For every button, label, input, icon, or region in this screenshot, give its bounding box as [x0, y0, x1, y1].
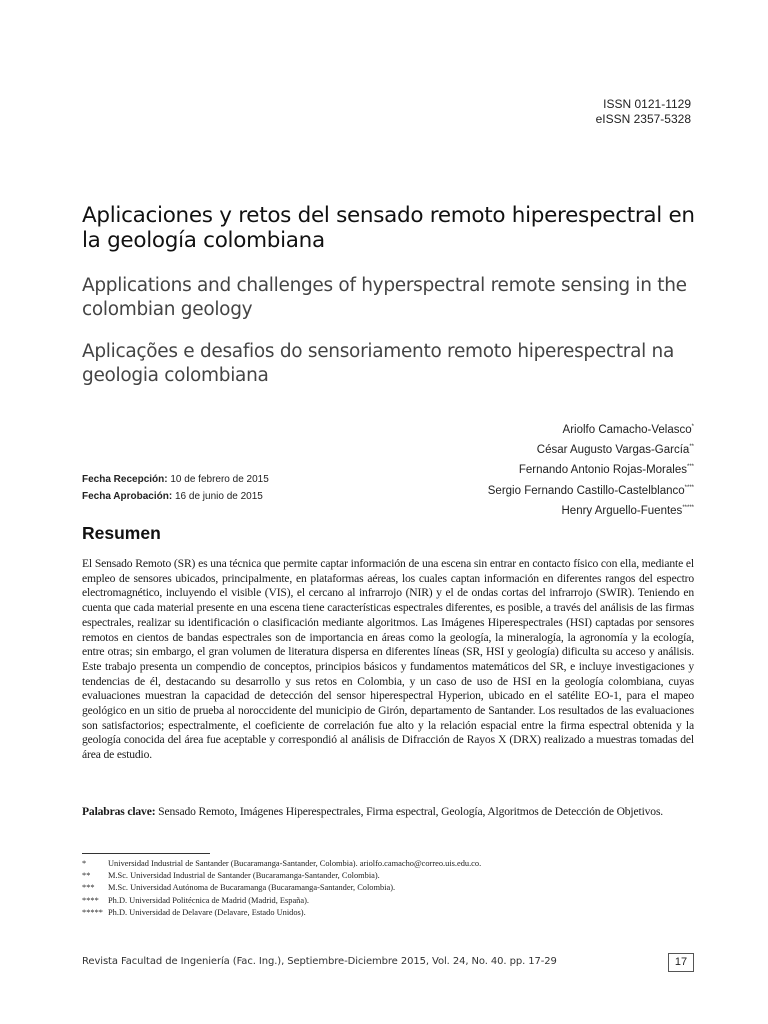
date-approved: Fecha Aprobación: 16 de junio de 2015: [82, 491, 263, 502]
author: Ariolfo Camacho-Velasco*: [562, 424, 694, 436]
footnote: * Universidad Industrial de Santander (Bucaramanga-Santander, Colombia). ariolfo.camacho@correo.uis.edu.co.: [82, 859, 482, 868]
page-number: 17: [668, 953, 694, 972]
keywords: [82, 804, 694, 819]
footnote: *** M.Sc. Universidad Autónoma de Bucaramanga (Bucaramanga-Santander, Colombia).: [82, 883, 396, 893]
issn-electronic: eISSN 2357-5328: [595, 112, 691, 126]
abstract-text: El Sensado Remoto (SR) es una técnica que permite captar información de una escena sin entrar en contacto físico con ella, mediante el empleo de sensores ubicados, principalmente, en plataformas aéreas, los cuales captan información en diferentes rangos del espectro electromagnético, incluyendo el visible (VIS), el cercano al infrarrojo (NIR) y el de ondas cortas del infrarrojo (SWIR). Teniendo en cuenta que cada material presente en una escena tiene características espectrales diferentes, es posible, a través del análisis de las firmas espectrales, realizar su identificación o clasificación mediante algoritmos. Las Imágenes Hiperespectrales (HSI) captadas por sensores remotos en cientos de bandas espectrales son de importancia en áreas como la geología, la mineralogía, la agronomía y la ecología, entre otras; sin embargo, el gran volumen de literatura dispersa en diferentes líneas (SR, HSI y geología) dificulta su acceso y análisis. Este trabajo presenta un compendio de conceptos, principios básicos y fundamentos matemáticos del SR, e incluye investigaciones y tendencias de él, destacando su desarrollo y sus retos en Colombia, y un caso de uso de HSI en la geología colombiana, cuyas evaluaciones muestran la capacidad de detección del sensor hiperespectral Hyperion, ubicado en el satélite EO-1, para el mapeo geológico en un sitio de prueba al noroccidente del municipio de Girón, departamento de Santander. Los resultados de las evaluaciones son satisfactorios; espectralmente, el coeficiente de correlación fue alto y la relación espacial entre la firma espectral obtenida y la geología conocida del área fue aceptable y correspondió al análisis de Difracción de Rayos X (DRX) realizado a muestras tomadas del área de estudio.: [82, 557, 694, 762]
footnote: ***** Ph.D. Universidad de Delavare (Delavare, Estado Unidos).: [82, 907, 306, 917]
title-portuguese: Aplicações e desafios do sensoriamento remoto hiperespectral na geologia colombiana: [82, 341, 674, 386]
keywords-label: Palabras clave:: [82, 805, 156, 818]
footnote: **** Ph.D. Universidad Politécnica de Madrid (Madrid, España).: [82, 895, 309, 905]
author-list: [488, 419, 694, 520]
issn-print: ISSN 0121-1129: [603, 97, 691, 111]
footnote-divider: [82, 853, 210, 854]
date-received: Fecha Recepción: 10 de febrero de 2015: [82, 474, 269, 485]
author: Fernando Antonio Rojas-Morales***: [518, 464, 694, 477]
author: Henry Arguello-Fuentes*****: [561, 504, 694, 517]
title-block: [82, 203, 697, 406]
title-english: Applications and challenges of hyperspectral remote sensing in the colombian geology: [82, 275, 687, 320]
journal-citation: Revista Facultad de Ingeniería (Fac. Ing.), Septiembre-Diciembre 2015, Vol. 24, No. 40. pp. 17-29: [82, 956, 557, 967]
issn-block: [596, 97, 691, 127]
author: César Augusto Vargas-García**: [536, 444, 694, 457]
dates-block: [82, 471, 269, 505]
author: Sergio Fernando Castillo-Castelblanco****: [487, 484, 694, 497]
footnotes: [82, 858, 694, 919]
footnote: ** M.Sc. Universidad Industrial de Santander (Bucaramanga-Santander, Colombia).: [82, 871, 380, 881]
keywords-text: Sensado Remoto, Imágenes Hiperespectrales, Firma espectral, Geología, Algoritmos de Detección de Objetivos.: [158, 805, 664, 818]
title-spanish: Aplicaciones y retos del sensado remoto hiperespectral en la geología colombiana: [82, 203, 695, 253]
resumen-heading: Resumen: [82, 523, 161, 543]
